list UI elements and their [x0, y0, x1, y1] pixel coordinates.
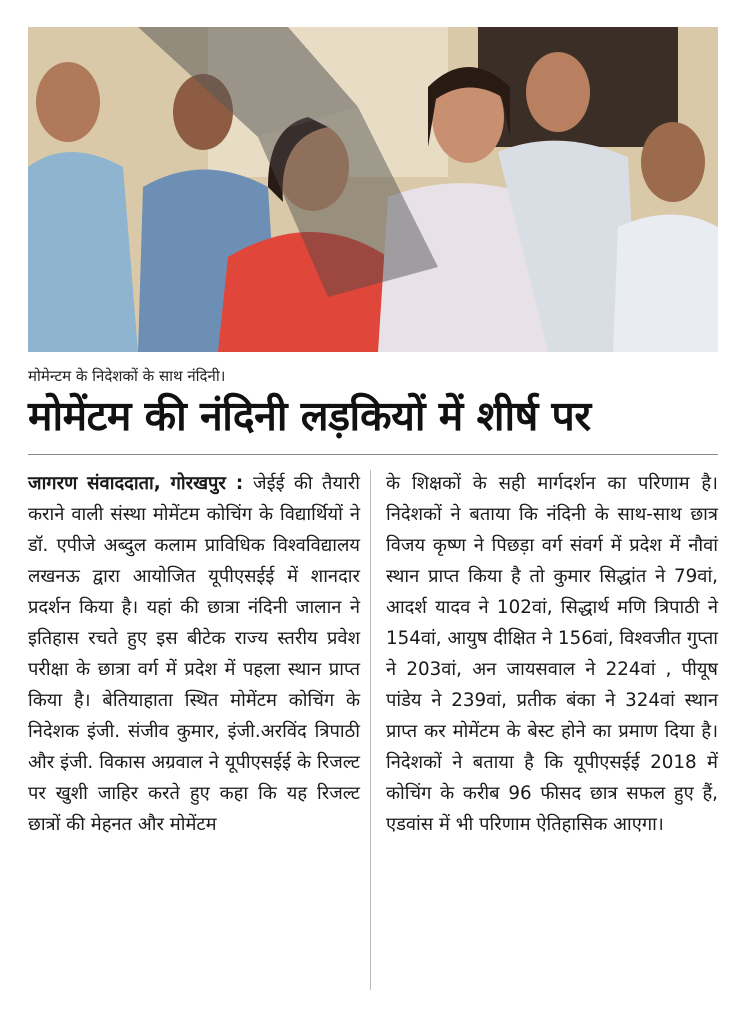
photo-caption: मोमेन्टम के निदेशकों के साथ नंदिनी। — [28, 367, 226, 385]
headline: मोमेंटम की नंदिनी लड़कियों में शीर्ष पर — [28, 392, 591, 440]
headline-rule — [28, 454, 718, 455]
article-column-left — [28, 468, 360, 840]
article-text-right: के शिक्षकों के सही मार्गदर्शन का परिणाम है। निदेशकों ने बताया कि नंदिनी के साथ-साथ छात्र विजय कृष्ण ने पिछड़ा वर्ग संवर्ग में प्रदेश में नौवां स्थान प्राप्त किया है तो कुमार सिद्धांत ने 79वां, आदर्श यादव ने 102वां, सिद्धार्थ मणि त्रिपाठी ने 154वां, आयुष दीक्षित ने 156वां, विश्वजीत गुप्ता ने 203वां, अन जायसवाल ने 224वां , पीयूष पांडेय ने 239वां, प्रतीक बंका ने 324वां स्थान प्राप्त कर मोमेंटम के बेस्ट होने का प्रमाण दिया है। निदेशकों ने बताया है कि यूपीएसईई 2018 में कोचिंग के करीब 96 फीसद छात्र सफल हुए हैं, एडवांस में भी परिणाम ऐतिहासिक आएगा। — [386, 473, 718, 835]
group-photo-icon — [28, 27, 718, 352]
article-column-right — [386, 468, 718, 840]
column-divider — [370, 470, 371, 990]
article-text-left: जेईई की तैयारी कराने वाली संस्था मोमेंटम कोचिंग के विद्यार्थियों ने डॉ. एपीजे अब्दुल कलाम प्राविधिक विश्वविद्यालय लखनऊ द्वारा आयोजित यूपीएसईई में शानदार प्रदर्शन किया है। यहां की छात्रा नंदिनी जालान ने इतिहास रचते हुए इस बीटेक राज्य स्तरीय प्रवेश परीक्षा के छात्रा वर्ग में प्रदेश में पहला स्थान प्राप्त किया है। बेतियाहाता स्थित मोमेंटम कोचिंग के निदेशक इंजी. संजीव कुमार, इंजी.अरविंद त्रिपाठी और इंजी. विकास अग्रवाल ने यूपीएसईई के रिजल्ट पर खुशी जाहिर करते हुए कहा कि यह रिजल्ट छात्रों की मेहनत और मोमेंटम — [28, 473, 360, 835]
byline: जागरण संवाददाता, गोरखपुर : — [28, 473, 254, 494]
news-photo — [28, 27, 718, 352]
